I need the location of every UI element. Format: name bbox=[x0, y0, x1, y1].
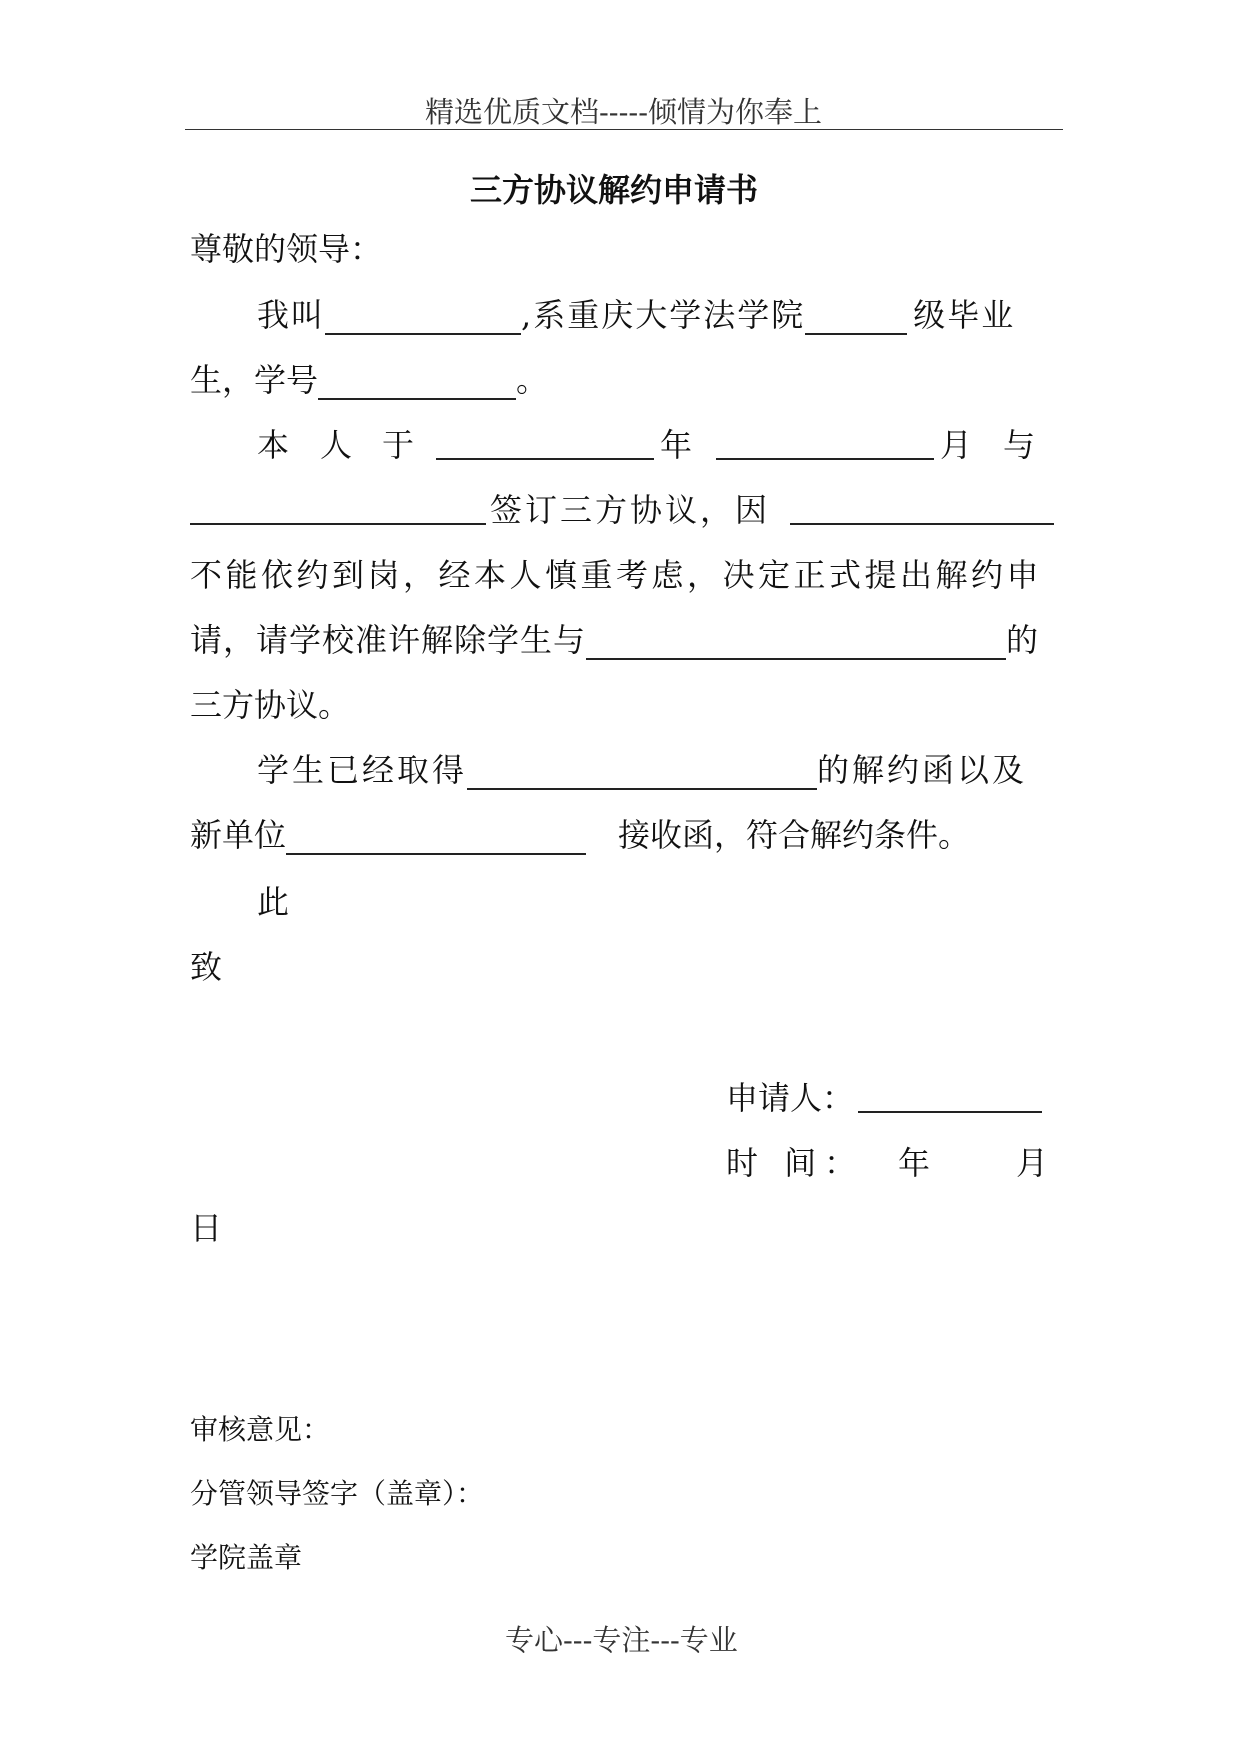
new-unit-blank[interactable] bbox=[286, 823, 586, 855]
reason-blank[interactable] bbox=[790, 493, 1054, 525]
time-label: 时 间： bbox=[726, 1144, 865, 1182]
release-letter-blank[interactable] bbox=[467, 758, 817, 790]
page-header: 精选优质文档-----倾情为你奉上 bbox=[425, 95, 822, 129]
employer-blank[interactable] bbox=[190, 493, 486, 525]
para1-text-b: ,系重庆大学法学院 bbox=[521, 296, 806, 334]
grade-blank[interactable] bbox=[805, 303, 907, 335]
month-blank[interactable] bbox=[716, 428, 934, 460]
para3-text-a: 学生已经取得 bbox=[257, 751, 468, 789]
para1-line1 bbox=[257, 295, 1015, 335]
name-blank[interactable] bbox=[325, 303, 521, 335]
header-rule bbox=[185, 129, 1063, 130]
sign-month: 月 bbox=[1016, 1144, 1049, 1182]
para2-line4 bbox=[190, 620, 1039, 660]
para2-month: 月 bbox=[940, 426, 973, 464]
para2-line5: 三方协议。 bbox=[190, 686, 351, 724]
applicant-blank[interactable] bbox=[858, 1081, 1042, 1113]
review-opinion: 审核意见： bbox=[190, 1413, 331, 1446]
para1-text-d: 生，学号 bbox=[190, 361, 319, 399]
para1-line2 bbox=[190, 360, 548, 400]
para2-year: 年 bbox=[660, 426, 693, 464]
para1-text-c: 级毕业 bbox=[913, 296, 1016, 334]
year-blank[interactable] bbox=[436, 428, 654, 460]
salutation: 尊敬的领导： bbox=[190, 230, 383, 268]
para2-char-ren: 人 bbox=[320, 426, 353, 464]
para2-signed: 签订三方协议，因 bbox=[490, 491, 771, 529]
para2-line3: 不能依约到岗，经本人慎重考虑，决定正式提出解约申 bbox=[190, 556, 1043, 594]
para3-line1 bbox=[257, 750, 1027, 790]
para2-char-ben: 本 bbox=[257, 426, 290, 464]
closing-ci: 此 bbox=[257, 883, 290, 921]
para1-text-a: 我叫 bbox=[257, 296, 326, 334]
sign-year: 年 bbox=[898, 1144, 931, 1182]
para3-text-d: 接收函，符合解约条件。 bbox=[618, 816, 971, 854]
para2-with: 与 bbox=[1003, 426, 1036, 464]
para3-text-c: 新单位 bbox=[190, 816, 287, 854]
student-id-blank[interactable] bbox=[318, 368, 516, 400]
sign-day: 日 bbox=[190, 1209, 223, 1247]
page-footer: 专心---专注---专业 bbox=[505, 1623, 738, 1657]
review-leader-sign: 分管领导签字（盖章）： bbox=[190, 1477, 485, 1510]
closing-zhi: 致 bbox=[190, 948, 223, 986]
review-college-seal: 学院盖章 bbox=[190, 1541, 303, 1574]
para1-text-e: 。 bbox=[516, 361, 549, 399]
document-title: 三方协议解约申请书 bbox=[470, 171, 759, 209]
applicant-label: 申请人： bbox=[726, 1079, 855, 1117]
para2-line4-end: 的 bbox=[1006, 621, 1040, 659]
para3-text-b: 的解约函以及 bbox=[817, 751, 1028, 789]
terminate-unit-blank[interactable] bbox=[586, 628, 1006, 660]
para2-line4-text: 请，请学校准许解除学生与 bbox=[190, 621, 587, 659]
para2-char-yu: 于 bbox=[382, 426, 415, 464]
para3-line2 bbox=[190, 815, 970, 855]
